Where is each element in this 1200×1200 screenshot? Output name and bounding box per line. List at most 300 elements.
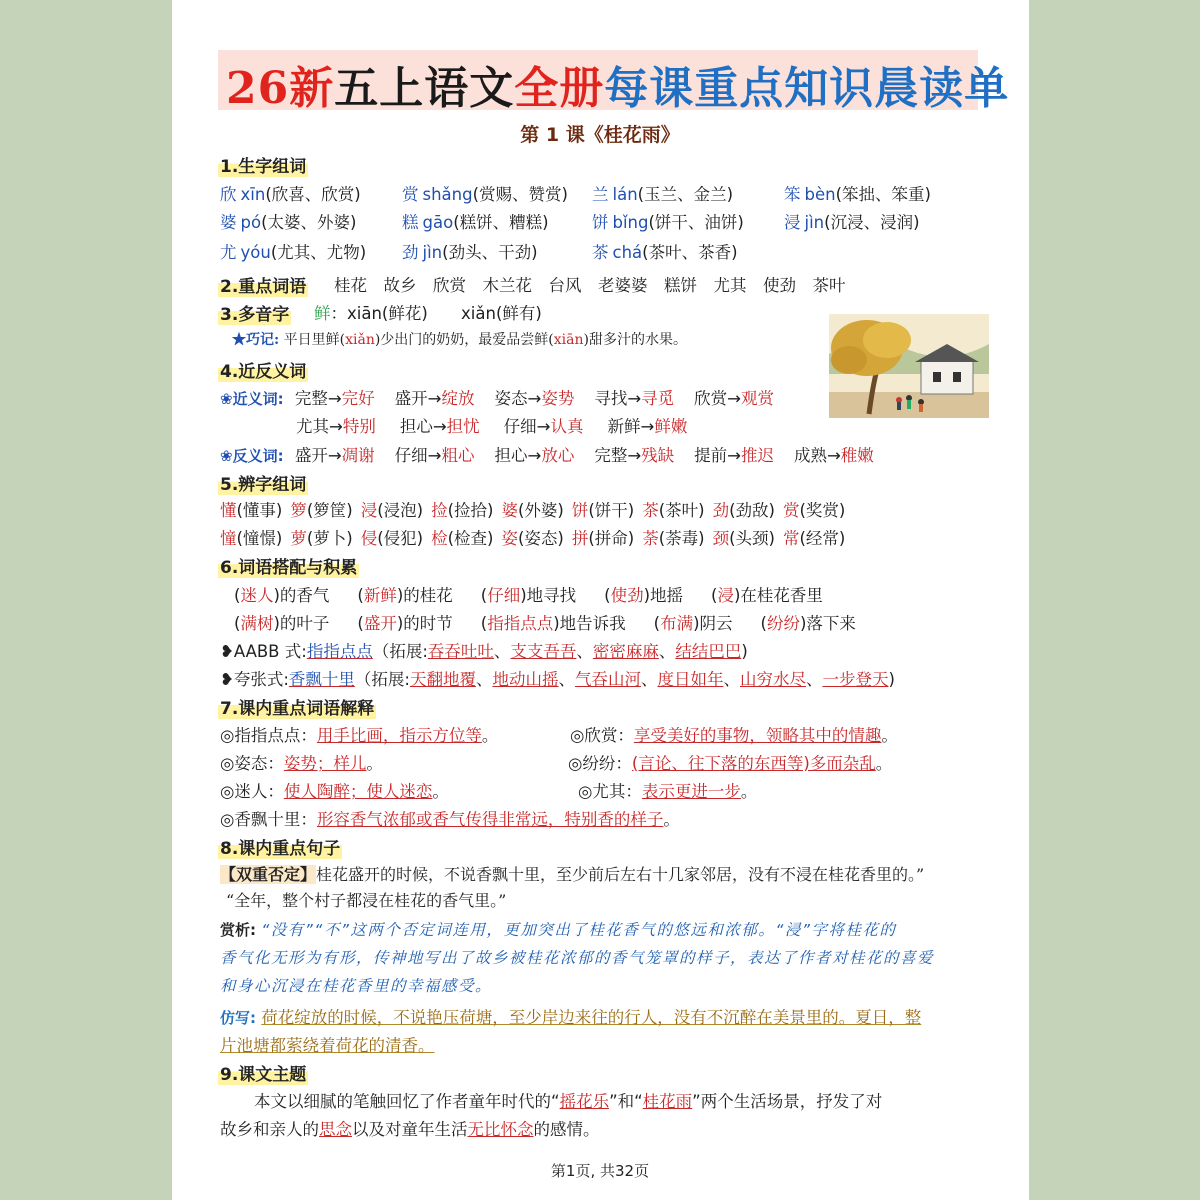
collocation-rest: )的时节 [396,614,453,633]
theme-key: 无比怀念 [467,1120,534,1139]
kuazhang-row [220,666,895,690]
paren: ( [604,586,611,605]
bianzi-item [220,529,282,548]
pair-source: 盛开 [394,389,428,408]
pair-source: 欣赏 [694,389,728,408]
word-pair [594,389,674,408]
collocation-rest: )阴云 [693,614,733,633]
pair-target: 完好 [341,389,375,408]
bianzi-word: (拼命) [588,529,635,548]
collocation-row [234,610,856,634]
pair-target: 残缺 [641,446,675,465]
bianzi-word: (头颈) [729,529,775,548]
collocation-item [357,586,452,605]
collocation-item [357,614,452,633]
analysis-line-1 [220,918,896,940]
explanation-end: 。 [663,810,680,829]
bianzi-char: 赏 [783,501,800,520]
char-item [784,181,931,205]
pair-target: 担忧 [446,417,480,436]
imitation-line-2: 片池塘都萦绕着荷花的清香。 [220,1036,435,1055]
imitation-line-1 [220,1004,921,1028]
polyphone-char: 鲜 [314,304,331,323]
char-pinyin: jìn [804,213,825,232]
pair-target: 观赏 [740,389,774,408]
kuazhang-main: 香飘十里 [288,670,355,689]
bianzi-char: 荼 [642,529,659,548]
title-part-1: 26新 [226,63,335,114]
explanation-end: 。 [740,782,758,801]
char-pinyin: bèn [804,185,836,204]
bianzi-char: 常 [783,529,800,548]
char-pinyin: bǐng [612,213,649,232]
section-heading: 8.课内重点句子 [218,834,342,859]
theme-key: 桂花雨 [642,1092,693,1111]
paren: ( [711,586,718,605]
bianzi-word: (劲敌) [729,501,775,520]
pair-source: 完整 [294,389,328,408]
extension-word: 度日如年 [657,670,724,689]
collocation-item [711,586,823,605]
char-glyph: 糕 [402,213,419,232]
collocation-word: 新鲜 [363,586,397,605]
char-item [592,181,733,205]
bianzi-char: 懂 [220,501,237,520]
bianzi-word: (经常) [799,529,846,548]
paren: ( [480,614,488,633]
explanation-end: 。 [881,726,898,745]
bianzi-char: 萝 [290,529,307,548]
aabb-end: ) [741,642,748,661]
bianzi-item [572,501,634,520]
sentence-text-1: 桂花盛开的时候，不说香飘十里，至少前后左右十几家邻居，没有不浸在桂花香里的。” [316,865,925,884]
char-glyph: 笨 [784,185,801,204]
section-heading: 9.课文主题 [218,1060,308,1085]
paren: ( [357,586,364,605]
char-glyph: 欣 [220,185,237,204]
word-pair [607,417,687,436]
explanation-text: 姿势；样儿 [283,754,367,773]
extension-word: 密密麻麻 [592,642,659,661]
kuazhang-ext-label: （拓展: [354,670,410,689]
collocation-rest: )地寻找 [520,586,577,605]
mnemonic-text-2: )少出门的奶奶，最爱品尝鲜( [374,332,554,348]
lesson-title: 第 1 课《桂花雨》 [520,124,680,146]
bianzi-char: 憧 [220,529,237,548]
word-pair [395,446,475,465]
char-words: (太婆、外婆) [261,213,357,232]
collocation-rest: )在桂花香里 [733,586,823,605]
explained-word: ◎纷纷： [568,754,632,773]
pair-target: 认真 [550,417,584,436]
aabb-main: 指指点点 [306,642,373,661]
char-glyph: 浸 [784,213,801,232]
analysis-line-3: 和身心沉浸在桂花香里的幸福感受。 [220,977,493,995]
pair-source: 尤其 [296,417,329,436]
word-pair [504,417,584,436]
arrow: → [727,389,741,408]
bianzi-item [361,501,423,520]
explained-word: ◎指指点点： [220,726,317,745]
arrow: → [327,446,342,465]
pair-source: 担心 [494,446,528,465]
bianzi-word: (外婆) [518,501,564,520]
bianzi-char: 浸 [360,501,378,520]
mnemonic-pinyin-1: xiǎn [345,332,375,348]
word-pair [694,446,774,465]
explanation-end: 。 [432,782,449,801]
arrow: → [432,417,447,436]
theme-text: 本文以细腻的笔触回忆了作者童年时代的“ [254,1092,560,1111]
pair-source: 担心 [399,417,433,436]
bianzi-word: (捡拾) [447,501,494,520]
extension-word: 气吞山河 [574,670,641,689]
section-heading: 5.辨字组词 [218,470,308,495]
word-pair [494,389,574,408]
analysis-label: 赏析: [220,921,256,939]
pair-target: 放心 [541,446,575,465]
collocation-row [234,582,823,606]
collocation-item [654,614,733,633]
theme-text: ”两个生活场景，抒发了对 [692,1092,883,1111]
bianzi-word: (箩筐) [306,501,353,520]
bianzi-item [642,501,704,520]
aabb-row [220,638,748,662]
collocation-item [481,586,576,605]
bianzi-word: (检查) [447,529,494,548]
theme-line-2 [220,1116,600,1140]
kuazhang-end: ) [888,670,895,689]
char-words: (欣喜、欣赏) [265,185,361,204]
pair-source: 提前 [694,446,728,465]
bianzi-char: 劲 [712,501,730,520]
imitation-text-1: 荷花绽放的时候，不说艳压荷塘，至少岸边来往的行人，没有不沉醉在美景里的。夏日，整 [261,1008,922,1027]
pair-target: 推迟 [740,446,774,465]
word-pair [395,389,475,408]
pair-source: 仔细 [394,446,428,465]
paren: ( [234,614,241,633]
extension-word: 地动山摇 [492,670,559,689]
extension-word: 一步登天 [822,670,889,689]
arrow: → [627,389,642,408]
theme-text: ”和“ [609,1092,643,1111]
arrow: → [527,446,542,465]
paren: ( [480,586,488,605]
extension-word: 吞吞吐吐 [427,642,494,661]
polyphone-sep: ： [330,304,347,323]
bianzi-row-2 [220,525,853,549]
char-glyph: 饼 [592,213,609,232]
page-title [226,52,1009,116]
char-item [220,181,361,205]
separator: 、 [640,670,658,689]
word-pair [794,446,874,465]
bianzi-char: 茶 [642,501,659,520]
separator: 、 [493,642,511,661]
collocation-item [761,614,856,633]
bianzi-item [431,529,493,548]
char-words: (赏赐、赞赏) [472,185,568,204]
paren: ( [234,586,241,605]
aabb-label: ❥AABB 式: [220,642,307,661]
title-part-3: 全册 [514,63,605,114]
arrow: → [327,389,342,408]
bianzi-word: (浸泡) [377,501,424,520]
section-heading: 4.近反义词 [218,357,308,382]
char-words: (茶叶、茶香) [642,243,738,262]
key-sentence-line-2: “全年，整个村子都浸在桂花的香气里。” [226,891,507,910]
separator: 、 [576,642,593,661]
pair-target: 寻觅 [641,389,675,408]
sentence-tag: 【双重否定】 [220,865,317,884]
page-footer: 第1页, 共32页 [550,1162,650,1180]
collocation-rest: )地告诉我 [553,614,626,633]
pair-target: 粗心 [441,446,475,465]
separator: 、 [475,670,493,689]
arrow: → [427,389,442,408]
explanation-text: 使人陶醉；使人迷恋 [283,782,433,801]
char-glyph: 婆 [220,213,237,232]
word-pair [694,389,774,408]
bianzi-char: 捡 [431,501,448,520]
bianzi-word: (懂事) [236,501,283,520]
collocation-rest: )地摇 [643,586,683,605]
title-part-2: 五上语文 [334,63,515,114]
bianzi-item [431,501,493,520]
theme-line-1 [254,1088,882,1112]
explanation-text: 形容香气浓郁或香气传得非常远，特别香的样子 [316,810,664,829]
extension-word: 支支吾吾 [510,642,577,661]
char-item [784,209,920,233]
bianzi-char: 婆 [501,501,518,520]
word-pair [296,417,376,436]
collocation-item [234,614,329,633]
pair-target: 绽放 [441,389,475,408]
char-item [220,209,356,233]
char-words: (劲头、干劲) [442,243,538,262]
explanation-item [578,778,757,802]
explained-word: ◎香飘十里： [220,810,317,829]
extension-word: 结结巴巴 [675,642,742,661]
bianzi-item [220,501,282,520]
bianzi-char: 饼 [571,501,589,520]
paren: ( [653,614,661,633]
collocation-item [481,614,626,633]
explanation-item [570,722,898,746]
char-glyph: 茶 [592,243,609,262]
explanation-end: 。 [366,754,383,773]
bianzi-word: (萝卜) [306,529,353,548]
mnemonic-label: ★巧记: [232,332,280,348]
bianzi-char: 颈 [712,529,730,548]
arrow: → [329,417,343,436]
bianzi-item [361,529,423,548]
paren: ( [357,614,364,633]
word-pair [594,446,674,465]
theme-text: 故乡和亲人的 [220,1120,319,1139]
explained-word: ◎欣赏： [570,726,634,745]
collocation-word: 满树 [240,614,274,633]
theme-key: 思念 [319,1120,352,1139]
char-words: (糕饼、糟糕) [453,213,549,232]
collocation-rest: )的桂花 [396,586,453,605]
pair-source: 完整 [594,446,628,465]
bianzi-word: (饼干) [588,501,635,520]
char-words: (饼干、油饼) [648,213,744,232]
extension-word: 山穷水尽 [739,670,806,689]
arrow: → [427,446,442,465]
char-pinyin: shǎng [422,185,473,204]
bianzi-word: (茶叶) [658,501,705,520]
bianzi-item [290,501,352,520]
char-words: (玉兰、金兰) [637,185,734,204]
bianzi-row-1 [220,497,853,521]
collocation-rest: )的香气 [273,586,330,605]
word-pair [494,446,574,465]
pair-source: 寻找 [594,389,628,408]
extension-word: 天翻地覆 [409,670,476,689]
bianzi-word: (荼毒) [658,529,705,548]
explanation-item [220,806,680,830]
aabb-ext-label: （拓展: [372,642,428,661]
bianzi-word: (侵犯) [377,529,424,548]
char-pinyin: pó [240,213,262,232]
synonym-label: ❀近义词: [220,390,284,408]
collocation-rest: )落下来 [799,614,856,633]
pair-source: 盛开 [294,446,328,465]
collocation-word: 使劲 [610,586,644,605]
section-heading: 6.词语搭配与积累 [218,553,359,578]
collocation-word: 纷纷 [766,614,800,633]
arrow: → [527,389,542,408]
collocation-word: 迷人 [240,586,274,605]
arrow: → [727,446,741,465]
bianzi-char: 姿 [501,529,518,548]
char-glyph: 兰 [592,185,609,204]
explanation-item [220,722,498,746]
char-glyph: 尤 [220,243,237,262]
polyphone-row [314,300,542,324]
char-words: (笨拙、笨重) [835,185,931,204]
section-heading: 1.生字组词 [218,152,308,177]
word-pair [295,389,375,408]
separator: 、 [558,670,575,689]
section-heading: 7.课内重点词语解释 [218,694,376,719]
bianzi-char: 拼 [571,529,589,548]
bianzi-item [783,529,845,548]
char-words: (尤其、尤物) [270,243,367,262]
collocation-item [234,586,329,605]
explained-word: ◎姿态： [220,754,284,773]
collocation-item [604,586,683,605]
char-pinyin: yóu [240,243,271,262]
pair-source: 成熟 [793,446,827,465]
pair-target: 鲜嫩 [654,417,688,436]
char-glyph: 劲 [402,243,419,262]
bianzi-word: (憧憬) [236,529,283,548]
theme-text: 的感情。 [533,1120,600,1139]
pair-target: 特别 [342,417,376,436]
paren: ( [760,614,767,633]
theme-text: 以及对童年生活 [352,1120,468,1139]
osmanthus-tree-illustration [829,314,989,418]
section-heading: 2.重点词语 [218,272,308,297]
explanation-item [220,778,449,802]
arrow: → [536,417,551,436]
explained-word: ◎尤其： [578,782,642,801]
pair-source: 仔细 [503,417,537,436]
arrow: → [640,417,655,436]
collocation-rest: )的叶子 [273,614,330,633]
section-heading: 3.多音字 [218,300,291,325]
arrow: → [826,446,841,465]
arrow: → [627,446,642,465]
mnemonic-row [232,329,687,349]
collocation-word: 盛开 [363,614,397,633]
bianzi-item [502,501,564,520]
word-pair [295,446,375,465]
char-pinyin: jìn [422,243,443,262]
char-item [402,239,538,263]
char-item [402,181,568,205]
mnemonic-pinyin-2: xiān [553,332,584,348]
char-pinyin: xīn [240,185,266,204]
bianzi-item [572,529,634,548]
bianzi-item [642,529,704,548]
explanation-text: 享受美好的事物，领略其中的情趣 [633,726,882,745]
pair-source: 姿态 [494,389,528,408]
antonym-label: ❀反义词: [220,447,284,465]
polyphone-reading-a: xiān(鲜花) [347,304,428,323]
bianzi-item [783,501,845,520]
polyphone-reading-b: xiǎn(鲜有) [461,304,542,323]
collocation-word: 布满 [660,614,694,633]
collocation-word: 仔细 [487,586,521,605]
key-sentence-line-1 [220,862,924,885]
char-item [592,209,744,233]
char-pinyin: gāo [422,213,454,232]
char-glyph: 赏 [402,185,419,204]
mnemonic-text-3: )甜多汁的水果。 [583,332,687,348]
char-pinyin: chá [612,243,643,262]
pair-target: 稚嫩 [840,446,874,465]
char-item [592,239,738,263]
title-part-4: 每课重点知识晨读单 [604,63,1010,114]
explanation-end: 。 [875,754,893,773]
separator: 、 [723,670,740,689]
explained-word: ◎迷人： [220,782,284,801]
pair-source: 新鲜 [607,417,641,436]
word-pair [400,417,480,436]
bianzi-char: 检 [431,529,448,548]
explanation-item [568,750,892,774]
explanation-text: 表示更进一步 [641,782,741,801]
explanation-text: (言论、往下落的东西等)多而杂乱 [631,754,876,773]
mnemonic-text-1: 平日里鲜( [283,332,346,348]
char-pinyin: lán [612,185,638,204]
bianzi-word: (奖赏) [799,501,846,520]
explanation-text: 用手比画，指示方位等 [316,726,482,745]
collocation-word: 浸 [717,586,734,605]
antonym-row [220,442,874,466]
bianzi-char: 侵 [360,529,378,548]
bianzi-char: 箩 [290,501,307,520]
imitation-label: 仿写: [220,1009,256,1027]
bianzi-item [502,529,564,548]
separator: 、 [805,670,823,689]
pair-target: 凋谢 [341,446,375,465]
analysis-text-1: “没有”“不”这两个否定词连用，更加突出了桂花香气的悠远和浓郁。“浸”字将桂花的 [261,921,897,939]
